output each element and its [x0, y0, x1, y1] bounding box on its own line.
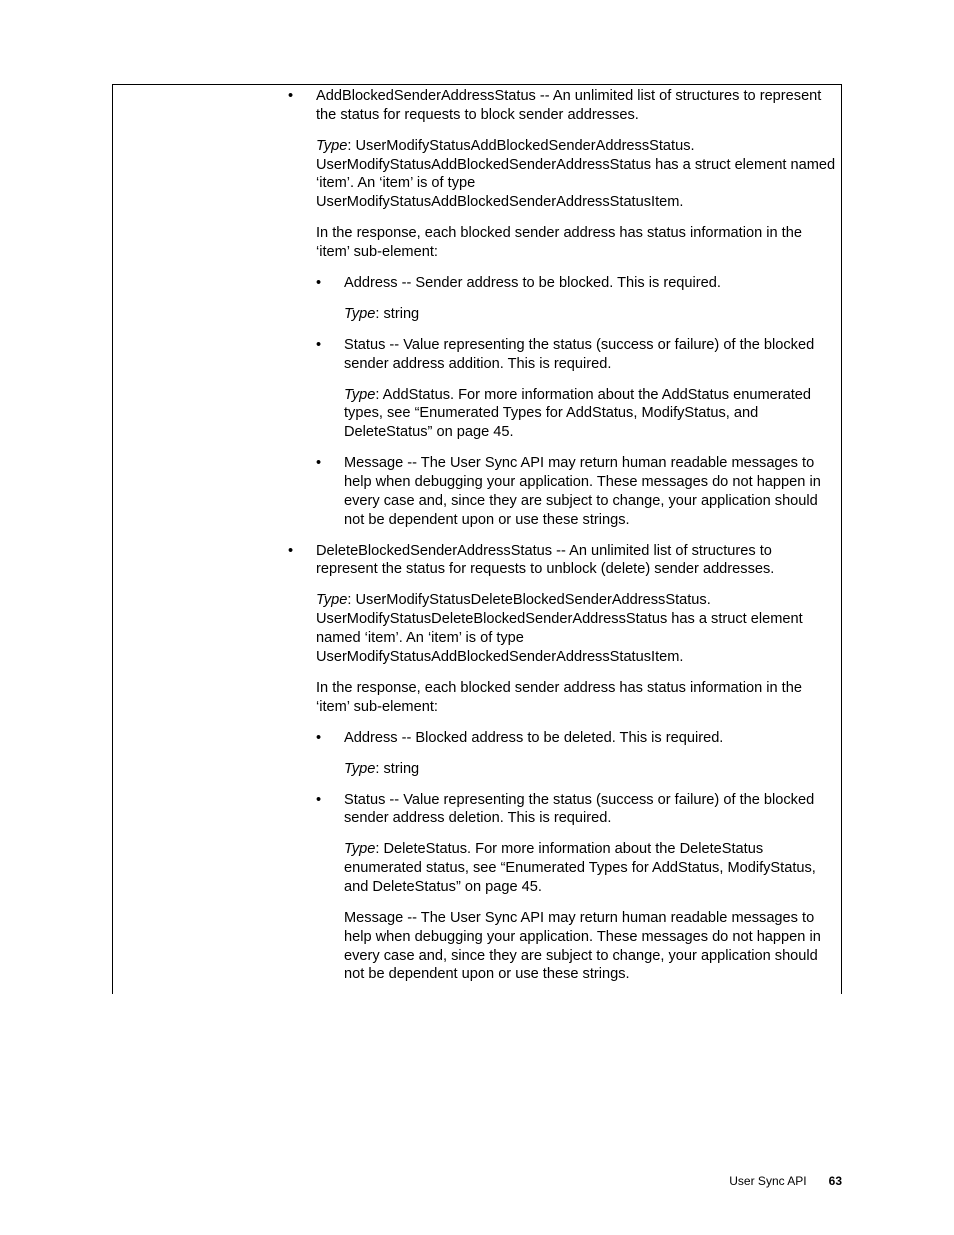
page-number: 63	[828, 1174, 842, 1188]
type-label: Type	[344, 305, 376, 322]
sub-item-status	[316, 336, 836, 442]
type-paragraph	[344, 840, 836, 896]
sub-item-text: Message -- The User Sync API may return human readable messages to help when debugging your application. These messages do not happen in every case and, since they are subject to change, your application should not be dependent upon or use these strings.	[344, 455, 821, 528]
response-paragraph: In the response, each blocked sender address has status information in the ‘item’ sub-element:	[316, 679, 802, 715]
footer-title: User Sync API	[729, 1174, 807, 1188]
type-paragraph	[344, 305, 836, 324]
add-blocked-sender-status-item	[288, 87, 836, 529]
type-text: : UserModifyStatusAddBlockedSenderAddressStatus. UserModifyStatusAddBlockedSenderAddressStatus has a struct element named ‘item’. An ‘item’ is of type UserModifyStatusAddBlockedSenderAddressStatusItem.	[316, 137, 836, 211]
sub-item-text: Status -- Value representing the status (success or failure) of the blocked sender address deletion. This is required.	[344, 791, 815, 827]
bullet: •	[288, 542, 294, 559]
type-text: : AddStatus. For more information about the AddStatus enumerated types, see “Enumerated Types for AddStatus, ModifyStatus, and DeleteStatus” on page 45.	[344, 386, 812, 441]
type-text: : DeleteStatus. For more information about the DeleteStatus enumerated status, see “Enumerated Types for AddStatus, ModifyStatus, and DeleteStatus” on page 45.	[344, 841, 816, 895]
type-label: Type	[344, 760, 376, 777]
bullet: •	[316, 791, 322, 808]
type-paragraph	[344, 386, 836, 442]
type-label: Type	[344, 841, 376, 858]
type-paragraph	[316, 137, 836, 212]
type-label: Type	[316, 137, 348, 154]
bullet: •	[288, 88, 294, 104]
item-intro: DeleteBlockedSenderAddressStatus -- An unlimited list of structures to represent the status for requests to unblock (delete) sender addresses.	[316, 542, 775, 578]
sub-item-message	[316, 454, 836, 529]
sub-item-address	[316, 274, 836, 324]
document-body	[288, 87, 836, 996]
message-paragraph: Message -- The User Sync API may return human readable messages to help when debugging your application. These messages do not happen in every case and, since they are subject to change, your application should not be dependent upon or use these strings.	[344, 909, 821, 983]
bullet: •	[316, 455, 322, 472]
bullet: •	[316, 336, 322, 353]
sub-item-status	[316, 791, 836, 985]
bullet: •	[316, 274, 322, 291]
type-text: : UserModifyStatusDeleteBlockedSenderAddressStatus. UserModifyStatusDeleteBlockedSenderAddressStatus has a struct element named ‘item’. An ‘item’ is of type UserModifyStatusAddBlockedSenderAddressStatusItem.	[316, 592, 803, 665]
item-intro: AddBlockedSenderAddressStatus -- An unlimited list of structures to represent the status for requests to block sender addresses.	[316, 88, 822, 123]
bullet: •	[316, 729, 322, 746]
type-text: : string	[375, 760, 420, 777]
response-paragraph: In the response, each blocked sender address has status information in the ‘item’ sub-element:	[316, 225, 802, 260]
type-label: Type	[316, 592, 348, 609]
type-text: : string	[375, 305, 420, 322]
sub-item-text: Address -- Blocked address to be deleted. This is required.	[344, 729, 724, 746]
sub-item-text: Address -- Sender address to be blocked. This is required.	[344, 274, 721, 291]
sub-item-text: Status -- Value representing the status (success or failure) of the blocked sender address addition. This is required.	[344, 336, 815, 372]
type-paragraph	[344, 760, 836, 779]
sub-item-address	[316, 729, 836, 779]
type-label: Type	[344, 386, 376, 403]
page-footer	[729, 1174, 842, 1188]
type-paragraph	[316, 591, 836, 666]
delete-blocked-sender-status-item	[288, 542, 836, 984]
